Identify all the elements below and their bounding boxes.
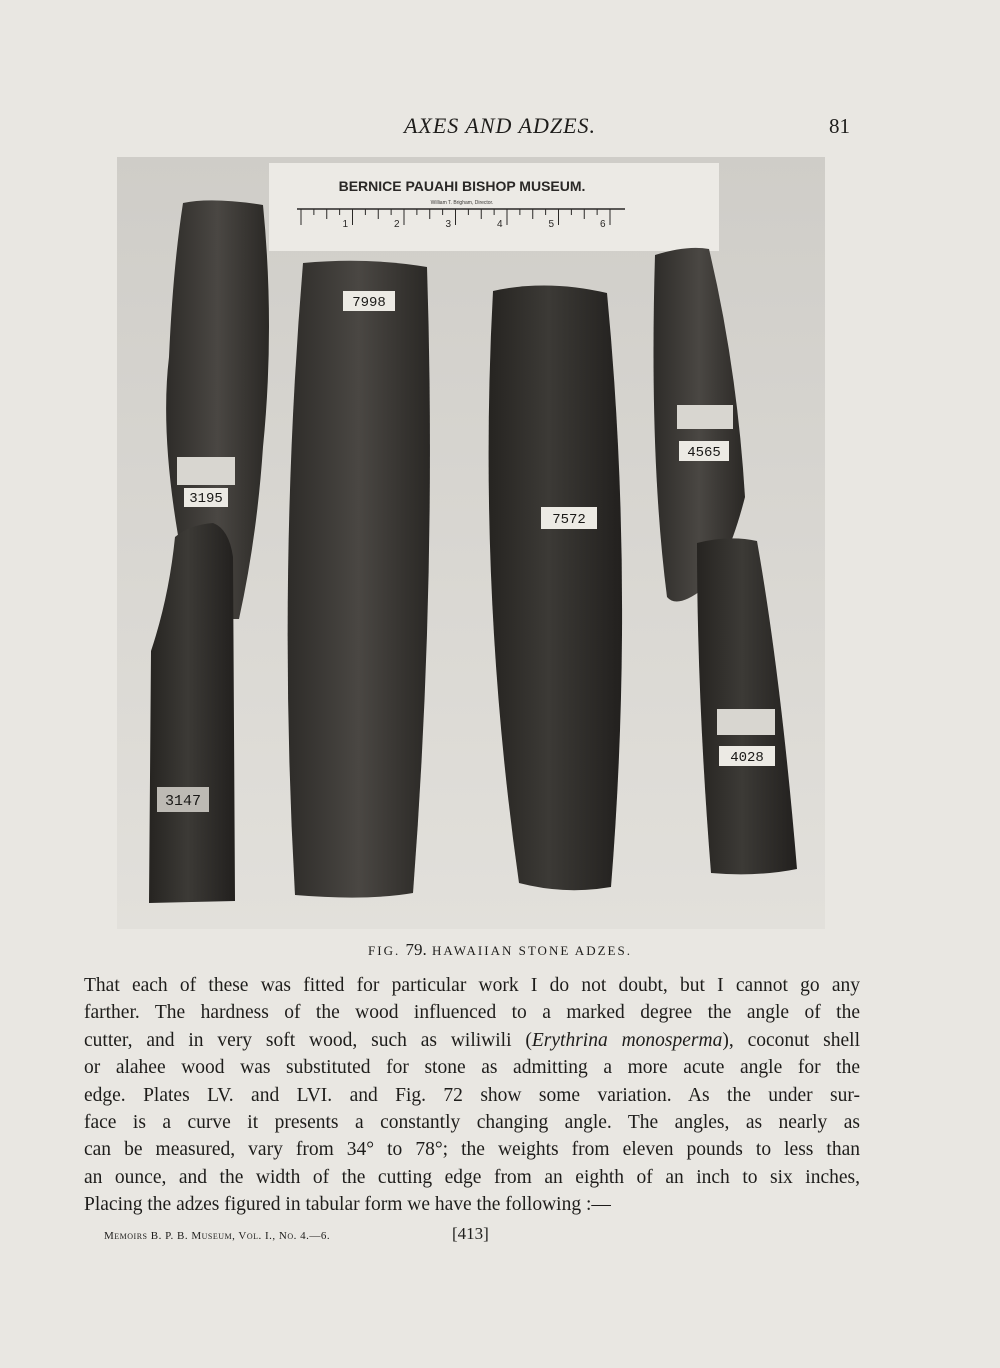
text-line: can be measured, vary from 34° to 78°; the weights from eleven pounds to less than [84,1139,860,1161]
specimen-label: 7572 [552,512,586,528]
adze-photograph [117,157,825,929]
ruler-number: 4 [497,219,503,230]
specimen-label: 3195 [189,491,223,507]
text-line: That each of these was fitted for particular work I do not doubt, but I cannot go any [84,975,860,996]
text-line: an ounce, and the width of the cutting edge from an eighth of an inch to six inches, [84,1166,860,1188]
ruler-number: 6 [600,219,606,230]
figure-label: FIG. [368,943,401,958]
figure-caption [0,940,1000,960]
text-line: cutter, and in very soft wood, such as wiliwili (Erythrina monosperma), coconut shell [84,1029,860,1051]
figure-title: HAWAIIAN STONE ADZES. [431,943,632,958]
body-paragraph [84,972,860,1219]
ruler-number: 1 [342,219,349,230]
series-footer: Memoirs B. P. B. Museum, Vol. I., No. 4.—6. [104,1230,331,1242]
adze-7998 [288,261,430,898]
specimen-label: 7998 [352,295,386,311]
text-line: Placing the adzes figured in tabular form we have the following :— [84,1194,611,1216]
specimen-label: 4028 [730,750,764,766]
figure-number: 79. [405,940,427,959]
ruler-number: 3 [445,219,452,230]
scientific-name: Erythrina monosperma [531,1029,723,1051]
museum-name: BERNICE PAUAHI BISHOP MUSEUM. [338,178,586,194]
director-line: William T. Brigham, Director. [430,200,494,206]
text-line: farther. The hardness of the wood influenced to a marked degree the angle of the [84,1002,860,1024]
text-line: edge. Plates LV. and LVI. and Fig. 72 show some variation. As the under sur- [84,1084,860,1106]
adze-7572 [489,285,622,890]
bracket-page-number: [413] [452,1224,489,1243]
ruler-number: 5 [548,219,555,230]
text-line: face is a curve it presents a constantly changing angle. The angles, as nearly as [84,1112,860,1134]
specimen-label: 4565 [687,445,721,461]
page-number: 81 [829,114,850,138]
specimen-label: 3147 [164,793,202,810]
ruler-number: 2 [394,219,400,230]
text-line: or alahee wood was substituted for stone as admitting a more acute angle for the [84,1057,860,1079]
running-title: AXES AND ADZES. [403,113,597,138]
museum-ruler-card [269,163,719,251]
